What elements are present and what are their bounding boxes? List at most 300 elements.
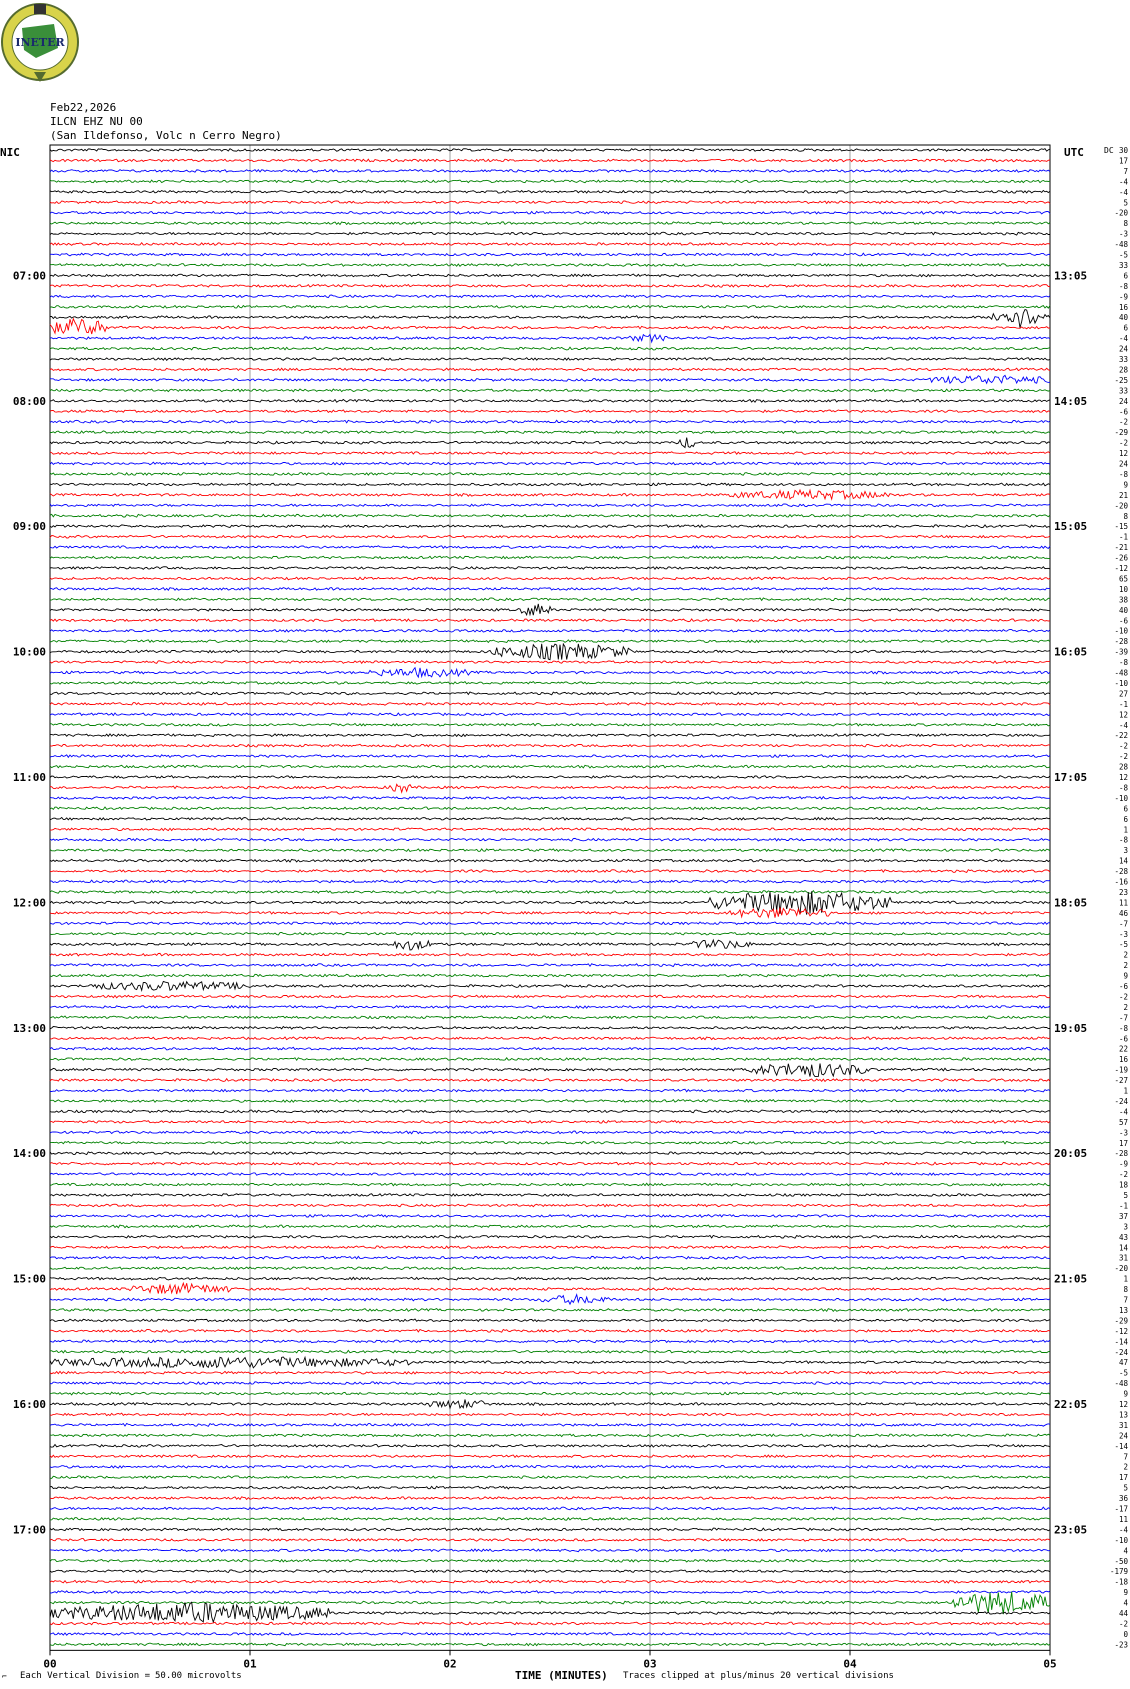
trace-41 — [50, 577, 1050, 580]
dc-offset-7: 8 — [1123, 219, 1128, 229]
trace-82 — [50, 1006, 1050, 1009]
trace-116 — [50, 1357, 1050, 1368]
dc-offset-118: -48 — [1114, 1379, 1128, 1389]
dc-offset-117: -5 — [1118, 1368, 1128, 1378]
trace-12 — [50, 274, 1050, 277]
x-axis-title: TIME (MINUTES) — [515, 1669, 608, 1682]
dc-offset-68: 14 — [1118, 856, 1128, 866]
dc-offset-40: -12 — [1114, 564, 1128, 573]
dc-offset-90: 1 — [1123, 1086, 1128, 1096]
trace-72 — [50, 891, 1050, 914]
dc-offset-95: 17 — [1118, 1138, 1128, 1148]
dc-offset-94: -3 — [1118, 1128, 1128, 1138]
dc-offset-80: -6 — [1118, 982, 1128, 991]
dc-offset-57: -2 — [1118, 741, 1128, 751]
trace-133 — [50, 1539, 1050, 1542]
trace-18 — [50, 335, 1050, 342]
trace-64 — [50, 818, 1050, 821]
dc-offset-131: 11 — [1118, 1514, 1128, 1524]
dc-offset-34: -20 — [1114, 501, 1128, 511]
dc-offset-109: 8 — [1123, 1285, 1128, 1295]
dc-offset-112: -29 — [1114, 1316, 1128, 1326]
dc-offset-126: 2 — [1123, 1462, 1128, 1472]
trace-131 — [50, 1518, 1050, 1521]
trace-139 — [50, 1592, 1050, 1615]
trace-16 — [50, 310, 1050, 328]
trace-69 — [50, 870, 1050, 873]
trace-118 — [50, 1382, 1050, 1385]
dc-offset-13: -8 — [1118, 281, 1128, 291]
left-hour-label: 17:00 — [12, 1523, 46, 1537]
dc-offset-38: -21 — [1114, 543, 1128, 553]
dc-offset-125: 7 — [1123, 1452, 1128, 1462]
right-hour-label: 20:05 — [1054, 1147, 1088, 1161]
utc-label: UTC — [1064, 146, 1084, 159]
right-hour-label: 14:05 — [1054, 394, 1088, 408]
trace-45 — [50, 619, 1050, 622]
dc-offset-100: 5 — [1123, 1191, 1128, 1200]
station-label: ILCN EHZ NU 00 — [50, 115, 143, 128]
dc-offset-115: -24 — [1114, 1347, 1128, 1357]
right-hour-label: 19:05 — [1054, 1021, 1088, 1035]
trace-107 — [50, 1267, 1050, 1270]
trace-58 — [50, 755, 1050, 758]
dc-offset-23: 33 — [1118, 386, 1128, 396]
trace-17 — [50, 319, 1050, 334]
trace-90 — [50, 1089, 1050, 1092]
dc-offset-19: 24 — [1118, 344, 1128, 354]
trace-96 — [50, 1152, 1050, 1155]
dc-offset-99: 18 — [1118, 1180, 1128, 1190]
trace-38 — [50, 546, 1050, 549]
dc-offset-62: -10 — [1114, 793, 1128, 803]
trace-44 — [50, 604, 1050, 615]
date-label: Feb22,2026 — [50, 101, 117, 114]
dc-offset-12: 6 — [1123, 271, 1128, 281]
trace-1 — [50, 159, 1050, 162]
trace-30 — [50, 462, 1050, 465]
x-tick-label: 04 — [843, 1657, 857, 1671]
left-hour-label: 13:00 — [12, 1021, 46, 1035]
dc-offset-83: -7 — [1118, 1013, 1128, 1023]
dc-offset-24: 24 — [1118, 396, 1128, 406]
trace-137 — [50, 1580, 1050, 1583]
trace-24 — [50, 400, 1050, 403]
trace-110 — [50, 1295, 1050, 1305]
dc-offset-114: -14 — [1114, 1337, 1128, 1347]
dc-offset-30: 24 — [1118, 459, 1128, 469]
trace-59 — [50, 765, 1050, 768]
trace-13 — [50, 285, 1050, 288]
dc-offset-42: 10 — [1118, 584, 1128, 594]
dc-offset-21: 28 — [1118, 365, 1128, 375]
trace-84 — [50, 1027, 1050, 1030]
trace-105 — [50, 1246, 1050, 1249]
trace-127 — [50, 1476, 1050, 1479]
dc-offset-110: 7 — [1123, 1295, 1128, 1305]
dc-offset-29: 12 — [1118, 449, 1128, 459]
trace-34 — [50, 504, 1050, 507]
dc-offset-140: 44 — [1118, 1609, 1128, 1618]
dc-offset-143: -23 — [1114, 1640, 1128, 1650]
dc-offset-66: -8 — [1118, 835, 1128, 845]
trace-54 — [50, 713, 1050, 716]
right-hour-label: 21:05 — [1054, 1272, 1088, 1286]
dc-offset-58: -2 — [1118, 752, 1128, 762]
dc-offset-35: 8 — [1123, 511, 1128, 521]
dc-offset-84: -8 — [1118, 1023, 1128, 1033]
dc-offset-72: 11 — [1118, 898, 1128, 908]
x-tick-label: 02 — [443, 1657, 457, 1671]
trace-14 — [50, 295, 1050, 298]
trace-80 — [50, 982, 1050, 991]
dc-offset-137: -18 — [1114, 1577, 1128, 1587]
location-label: (San Ildefonso, Volc n Cerro Negro) — [50, 129, 282, 142]
dc-offset-101: -1 — [1118, 1201, 1128, 1211]
dc-offset-17: 6 — [1123, 323, 1128, 333]
dc-offset-120: 12 — [1118, 1400, 1128, 1409]
dc-offset-91: -24 — [1114, 1096, 1128, 1106]
trace-37 — [50, 535, 1050, 538]
trace-33 — [50, 490, 1050, 499]
x-tick-label: 03 — [643, 1657, 657, 1671]
dc-offset-69: -28 — [1114, 867, 1128, 877]
dc-offset-97: -9 — [1118, 1159, 1128, 1169]
dc-offset-105: 14 — [1118, 1243, 1128, 1253]
right-hour-label: 18:05 — [1054, 896, 1088, 910]
dc-offset-25: -6 — [1118, 407, 1128, 417]
dc-offset-119: 9 — [1123, 1389, 1128, 1399]
x-tick-label: 05 — [1043, 1657, 1057, 1671]
dc-offset-65: 1 — [1123, 825, 1128, 835]
trace-121 — [50, 1413, 1050, 1416]
left-hour-label: 16:00 — [12, 1398, 46, 1411]
dc-offset-81: -2 — [1118, 992, 1128, 1002]
trace-77 — [50, 953, 1050, 956]
trace-9 — [50, 243, 1050, 246]
trace-8 — [50, 232, 1050, 235]
trace-143 — [50, 1643, 1050, 1646]
dc-offset-45: -6 — [1118, 616, 1128, 626]
trace-102 — [50, 1215, 1050, 1218]
trace-109 — [50, 1283, 1050, 1294]
trace-100 — [50, 1194, 1050, 1197]
dc-offset-33: 21 — [1118, 490, 1128, 500]
dc-offset-49: -8 — [1118, 658, 1128, 668]
trace-112 — [50, 1319, 1050, 1322]
trace-126 — [50, 1465, 1050, 1468]
dc-offset-104: 43 — [1118, 1232, 1128, 1242]
right-hour-label: 13:05 — [1054, 269, 1088, 283]
dc-offset-77: 2 — [1123, 950, 1128, 960]
dc-offset-26: -2 — [1118, 417, 1128, 427]
trace-142 — [50, 1633, 1050, 1636]
trace-70 — [50, 880, 1050, 883]
dc-offset-76: -5 — [1118, 940, 1128, 950]
dc-offset-11: 33 — [1118, 260, 1128, 270]
dc-offset-85: -6 — [1118, 1034, 1128, 1044]
left-hour-label: 10:00 — [12, 645, 46, 659]
dc-offset-124: -14 — [1114, 1441, 1128, 1451]
left-hour-label: 15:00 — [12, 1272, 46, 1286]
trace-7 — [50, 222, 1050, 225]
dc-offset-93: 57 — [1118, 1117, 1128, 1127]
trace-140 — [50, 1602, 1050, 1622]
dc-offset-8: -3 — [1118, 229, 1128, 239]
trace-61 — [50, 784, 1050, 792]
trace-68 — [50, 859, 1050, 862]
left-hour-label: 12:00 — [12, 896, 46, 910]
dc-offset-37: -1 — [1118, 532, 1128, 542]
trace-56 — [50, 734, 1050, 737]
trace-93 — [50, 1121, 1050, 1124]
dc-offset-55: -4 — [1118, 720, 1128, 730]
trace-101 — [50, 1204, 1050, 1207]
logo-text: INETER — [15, 36, 65, 49]
dc-offset-123: 24 — [1118, 1431, 1128, 1441]
dc-offset-103: 3 — [1123, 1222, 1128, 1232]
dc-offset-107: -20 — [1114, 1264, 1128, 1274]
dc-offset-141: -2 — [1118, 1619, 1128, 1629]
trace-86 — [50, 1047, 1050, 1050]
trace-87 — [50, 1058, 1050, 1061]
dc-offset-71: 23 — [1118, 887, 1128, 897]
trace-21 — [50, 368, 1050, 371]
dc-offset-122: 31 — [1118, 1420, 1128, 1430]
trace-20 — [50, 358, 1050, 361]
trace-10 — [50, 253, 1050, 256]
trace-83 — [50, 1016, 1050, 1019]
trace-94 — [50, 1131, 1050, 1134]
nic-label: NIC — [0, 146, 20, 159]
trace-117 — [50, 1371, 1050, 1374]
x-axis-ticks — [43, 1650, 1056, 1670]
dc-offset-43: 38 — [1118, 595, 1128, 605]
dc-offset-129: 36 — [1118, 1494, 1128, 1504]
trace-50 — [50, 668, 1050, 677]
dc-offset-14: -9 — [1118, 292, 1128, 302]
trace-99 — [50, 1183, 1050, 1186]
dc-offset-139: 4 — [1123, 1598, 1128, 1608]
trace-32 — [50, 483, 1050, 486]
dc-label: DC — [1104, 146, 1114, 155]
trace-49 — [50, 661, 1050, 664]
right-hour-label: 16:05 — [1054, 645, 1088, 659]
trace-106 — [50, 1256, 1050, 1259]
right-hour-label: 23:05 — [1054, 1523, 1088, 1537]
trace-67 — [50, 849, 1050, 852]
trace-57 — [50, 744, 1050, 747]
trace-111 — [50, 1309, 1050, 1312]
dc-offset-133: -10 — [1114, 1535, 1128, 1545]
trace-134 — [50, 1549, 1050, 1552]
right-hour-label: 17:05 — [1054, 771, 1088, 784]
trace-73 — [50, 908, 1050, 918]
trace-51 — [50, 682, 1050, 685]
dc-offset-labels — [1110, 146, 1129, 1649]
dc-offset-4: -4 — [1118, 187, 1128, 197]
dc-offset-54: 12 — [1118, 710, 1128, 720]
trace-98 — [50, 1173, 1050, 1176]
trace-103 — [50, 1225, 1050, 1228]
trace-22 — [50, 375, 1050, 383]
dc-offset-41: 65 — [1118, 574, 1128, 584]
dc-offset-78: 2 — [1123, 961, 1128, 971]
trace-81 — [50, 995, 1050, 998]
dc-offset-16: 40 — [1118, 313, 1128, 323]
trace-23 — [50, 389, 1050, 392]
trace-138 — [50, 1591, 1050, 1594]
left-hour-label: 11:00 — [12, 771, 46, 784]
trace-60 — [50, 776, 1050, 779]
trace-65 — [50, 828, 1050, 831]
trace-55 — [50, 724, 1050, 727]
dc-offset-128: 5 — [1123, 1483, 1128, 1493]
dc-offset-138: 9 — [1123, 1588, 1128, 1598]
dc-offset-5: 5 — [1123, 198, 1128, 208]
trace-4 — [50, 191, 1050, 194]
dc-offset-75: -3 — [1118, 929, 1128, 939]
dc-offset-142: 0 — [1123, 1629, 1128, 1639]
trace-66 — [50, 838, 1050, 841]
dc-offset-121: 13 — [1118, 1410, 1128, 1420]
dc-offset-60: 12 — [1118, 773, 1128, 782]
dc-offset-3: -4 — [1118, 177, 1128, 187]
left-hour-label: 09:00 — [12, 520, 46, 534]
dc-offset-31: -8 — [1118, 469, 1128, 479]
seismic-traces — [50, 149, 1050, 1646]
dc-offset-106: 31 — [1118, 1253, 1128, 1263]
trace-130 — [50, 1507, 1050, 1510]
dc-offset-56: -22 — [1114, 731, 1128, 741]
trace-15 — [50, 305, 1050, 308]
trace-63 — [50, 807, 1050, 810]
trace-52 — [50, 692, 1050, 695]
dc-offset-1: 17 — [1118, 156, 1128, 166]
trace-47 — [50, 640, 1050, 643]
scale-icon: ⌐ — [2, 1672, 7, 1681]
dc-offset-108: 1 — [1123, 1274, 1128, 1284]
dc-offset-52: 27 — [1118, 689, 1128, 699]
dc-offset-136: -179 — [1109, 1567, 1128, 1577]
trace-36 — [50, 525, 1050, 528]
dc-offset-88: -19 — [1114, 1065, 1128, 1075]
dc-offset-22: -25 — [1114, 375, 1128, 385]
x-tick-label: 01 — [243, 1657, 257, 1671]
trace-6 — [50, 211, 1050, 214]
trace-46 — [50, 629, 1050, 632]
dc-offset-0: 30 — [1118, 146, 1128, 155]
dc-offset-67: 3 — [1123, 846, 1128, 856]
trace-91 — [50, 1100, 1050, 1103]
dc-offset-28: -2 — [1118, 438, 1128, 448]
dc-offset-134: 4 — [1123, 1546, 1128, 1556]
trace-89 — [50, 1079, 1050, 1082]
trace-28 — [50, 438, 1050, 448]
dc-offset-64: 6 — [1123, 814, 1128, 824]
dc-offset-15: 16 — [1118, 302, 1128, 312]
dc-offset-36: -15 — [1114, 522, 1128, 532]
dc-offset-20: 33 — [1118, 355, 1128, 364]
dc-offset-111: 13 — [1118, 1305, 1128, 1315]
clip-note: Traces clipped at plus/minus 20 vertical divisions — [623, 1671, 894, 1681]
dc-offset-61: -8 — [1118, 783, 1128, 793]
trace-11 — [50, 264, 1050, 267]
left-hour-label: 07:00 — [12, 269, 46, 283]
trace-39 — [50, 556, 1050, 559]
trace-2 — [50, 170, 1050, 173]
dc-offset-2: 7 — [1123, 166, 1128, 176]
trace-27 — [50, 431, 1050, 434]
trace-97 — [50, 1162, 1050, 1165]
vertical-division-label: Each Vertical Division = — [20, 1671, 151, 1681]
trace-75 — [50, 932, 1050, 935]
trace-95 — [50, 1141, 1050, 1144]
trace-113 — [50, 1330, 1050, 1333]
trace-120 — [50, 1400, 1050, 1409]
left-hour-label: 14:00 — [12, 1147, 46, 1161]
dc-offset-79: 9 — [1123, 971, 1128, 981]
dc-offset-127: 17 — [1118, 1473, 1128, 1483]
trace-62 — [50, 797, 1050, 800]
trace-76 — [50, 940, 1050, 950]
dc-offset-135: -50 — [1114, 1556, 1128, 1566]
trace-3 — [50, 180, 1050, 183]
trace-88 — [50, 1064, 1050, 1077]
dc-offset-130: -17 — [1114, 1504, 1128, 1514]
dc-offset-50: -48 — [1114, 668, 1128, 678]
dc-offset-47: -28 — [1114, 637, 1128, 647]
dc-offset-44: 40 — [1118, 605, 1128, 615]
trace-135 — [50, 1559, 1050, 1562]
trace-42 — [50, 588, 1050, 591]
dc-offset-74: -7 — [1118, 919, 1128, 929]
trace-136 — [50, 1570, 1050, 1573]
trace-79 — [50, 974, 1050, 977]
trace-108 — [50, 1277, 1050, 1280]
trace-125 — [50, 1455, 1050, 1458]
dc-offset-27: -29 — [1114, 428, 1128, 438]
trace-92 — [50, 1110, 1050, 1113]
dc-offset-59: 28 — [1118, 762, 1128, 772]
left-hour-label: 08:00 — [12, 394, 46, 408]
trace-74 — [50, 922, 1050, 925]
dc-offset-116: 47 — [1118, 1358, 1128, 1368]
right-hour-label: 15:05 — [1054, 520, 1088, 534]
trace-115 — [50, 1350, 1050, 1353]
microvolts-label: 50.00 microvolts — [155, 1671, 242, 1681]
trace-128 — [50, 1486, 1050, 1489]
trace-25 — [50, 410, 1050, 413]
trace-104 — [50, 1235, 1050, 1238]
dc-offset-10: -5 — [1118, 250, 1128, 260]
dc-offset-92: -4 — [1118, 1107, 1128, 1117]
dc-offset-102: 37 — [1118, 1211, 1128, 1221]
dc-offset-32: 9 — [1123, 480, 1128, 490]
trace-0 — [50, 149, 1050, 152]
trace-29 — [50, 452, 1050, 455]
dc-offset-98: -2 — [1118, 1170, 1128, 1180]
dc-offset-70: -16 — [1114, 877, 1128, 887]
dc-offset-9: -48 — [1114, 240, 1128, 250]
right-hour-label: 22:05 — [1054, 1398, 1088, 1411]
dc-offset-39: -26 — [1114, 553, 1128, 563]
dc-offset-48: -39 — [1114, 647, 1128, 657]
trace-124 — [50, 1445, 1050, 1448]
trace-26 — [50, 420, 1050, 423]
trace-48 — [50, 644, 1050, 660]
trace-19 — [50, 347, 1050, 350]
